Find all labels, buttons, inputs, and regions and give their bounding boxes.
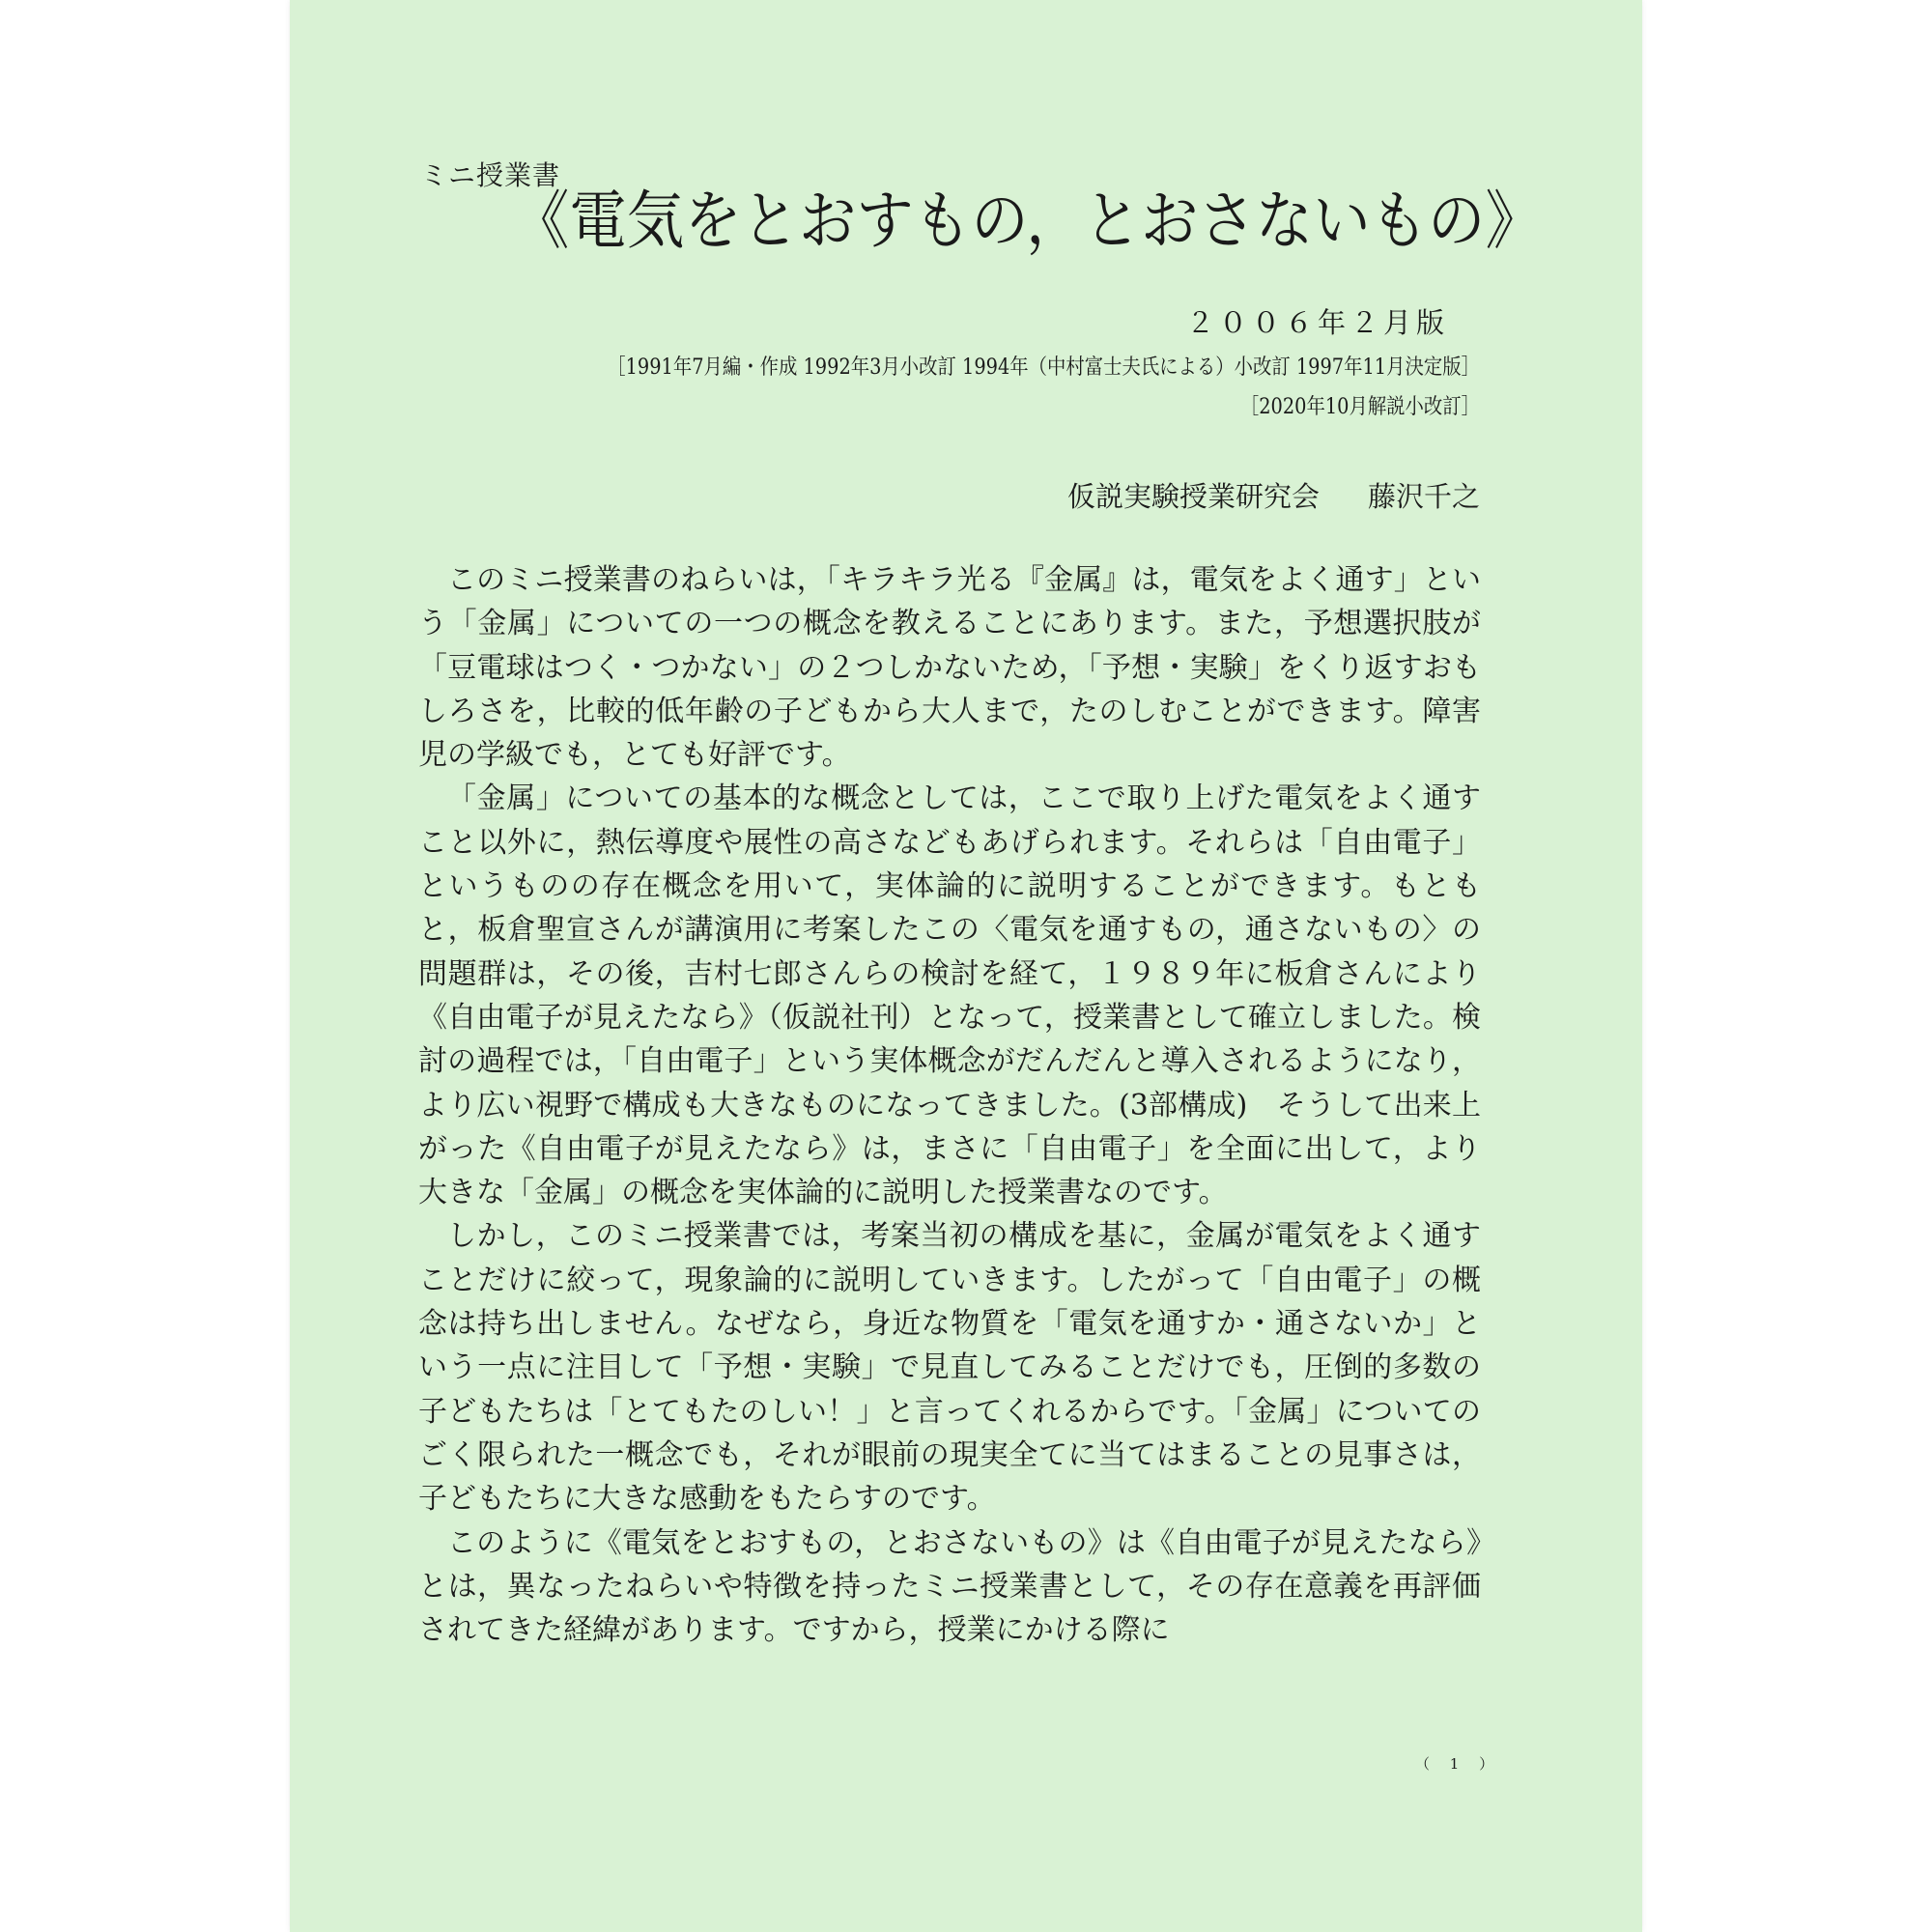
author-organization: 仮説実験授業研究会 <box>1066 480 1320 513</box>
edition-label: ２００６年２月版 <box>1185 306 1449 339</box>
document-title: 《電気をとおすもの，とおさないもの》 <box>512 184 1543 258</box>
revision-history-line-2: ［2020年10月解説小改訂］ <box>1239 395 1480 419</box>
body-paragraph-2: 「金属」についての基本的な概念としては，ここで取り上げた電気をよく通すこと以外に，熱伝導度や展性の高さなどもあげられます。それらは「自由電子」というものの存在概念を用いて，実体論的に説明することができます。もともと，板倉聖宣さんが講演用に考案したこの〈電気を通すもの，通さないもの〉の問題群は，その後，吉村七郎さんらの検討を経て，１９８９年に板倉さんにより《自由電子が見えたなら》（仮説社刊）となって，授業書として確立しました。検討の過程では，「自由電子」という実体概念がだんだんと導入されるようになり，より広い視野で構成も大きなものになってきました。(3部構成) そうして出来上がった《自由電子が見えたなら》は，まさに「自由電子」を全面に出して，より大きな「金属」の概念を実体論的に説明した授業書なのです。 <box>418 781 1481 1210</box>
body-paragraph-3: しかし，このミニ授業書では，考案当初の構成を基に，金属が電気をよく通すことだけに絞って，現象論的に説明していきます。したがって「自由電子」の概念は持ち出しません。なぜなら，身近な物質を「電気を通すか・通さないか」という一点に注目して「予想・実験」で見直してみることだけでも，圧倒的多数の子どもたちは「とてもたのしい！」と言ってくれるからです。「金属」についてのごく限られた一概念でも，それが眼前の現実全てに当てはまることの見事さは，子どもたちに大きな感動をもたらすのです。 <box>418 1219 1481 1517</box>
body-paragraph-1: このミニ授業書のねらいは，「キラキラ光る『金属』は，電気をよく通す」という「金属」についての一つの概念を教えることにあります。また，予想選択肢が「豆電球はつく・つかない」の２つしかないため，「予想・実験」をくり返すおもしろさを，比較的低年齢の子どもから大人まで，たのしむことができます。障害児の学級でも，とても好評です。 <box>418 563 1481 773</box>
series-label: ミニ授業書 <box>420 159 561 191</box>
body-paragraph-4: このように《電気をとおすもの，とおさないもの》は《自由電子が見えたなら》とは，異なったねらいや特徴を持ったミニ授業書として，その存在意義を再評価されてきた経緯があります。ですから，授業にかける際に <box>418 1525 1481 1648</box>
body-text <box>418 558 1481 1652</box>
document-page <box>290 0 1642 1932</box>
author-line <box>1067 475 1480 515</box>
revision-history-line-1: ［1991年7月編・作成 1992年3月小改訂 1994年（中村富士夫氏による）小改訂 1997年11月決定版］ <box>607 355 1480 380</box>
author-name: 藤沢千之 <box>1367 480 1480 513</box>
page-number: （ 1 ） <box>1415 1755 1502 1773</box>
